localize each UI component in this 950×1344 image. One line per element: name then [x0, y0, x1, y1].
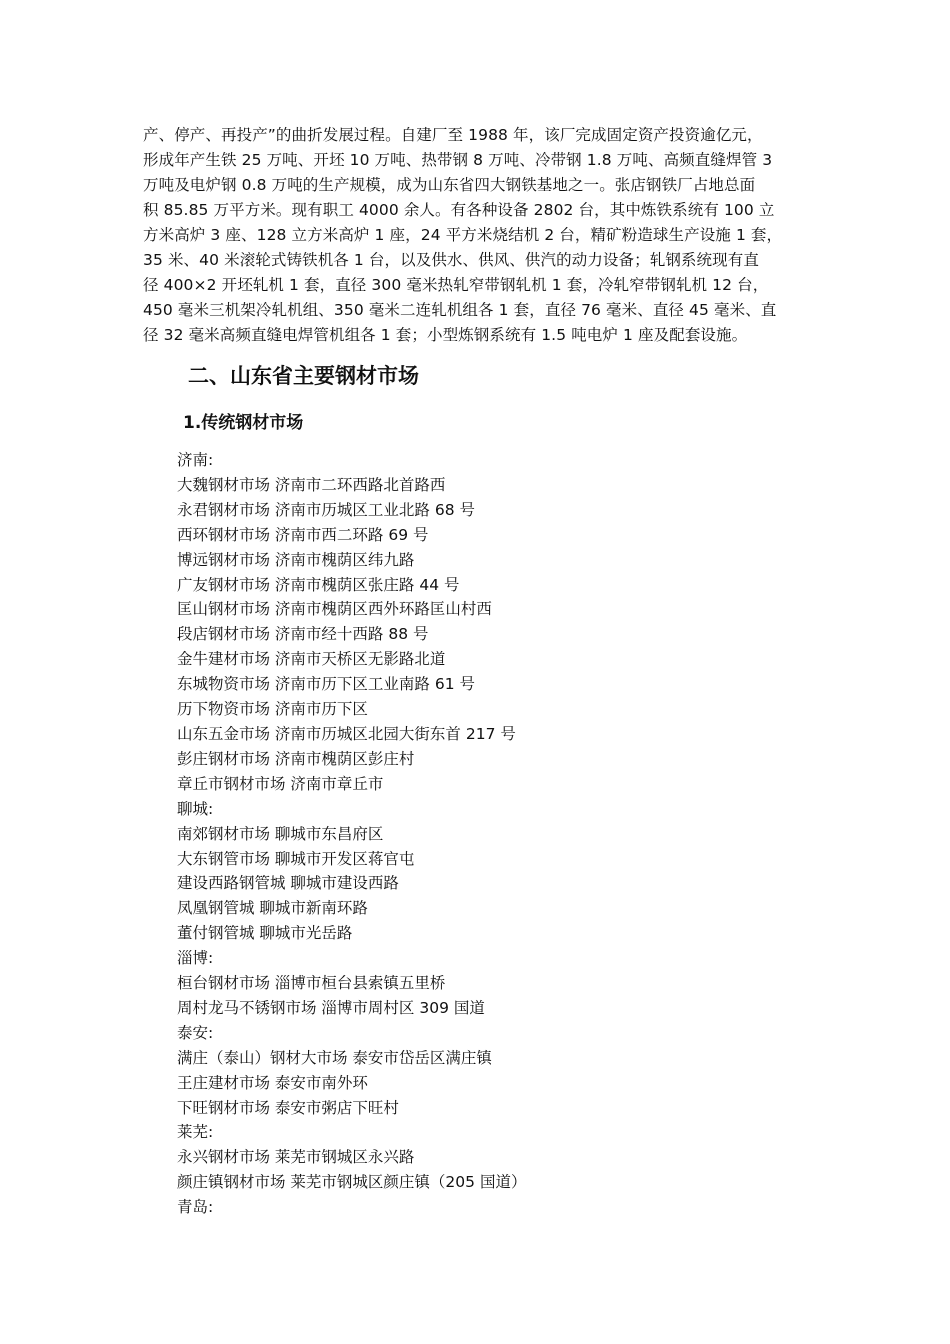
intro-line: 产、停产、再投产”的曲折发展过程。自建厂至 1988 年，该厂完成固定资产投资逾亿元， — [143, 126, 763, 144]
market-entry: 下旺钢材市场 泰安市粥店下旺村 — [177, 1098, 399, 1117]
region-label: 聊城: — [177, 799, 214, 818]
intro-line: 径 400×2 开坯轧机 1 套，直径 300 毫米热轧窄带钢轧机 1 套，冷轧窄带钢轧机 12 台， — [143, 276, 769, 294]
intro-line: 形成年产生铁 25 万吨、开坯 10 万吨、热带钢 8 万吨、冷带钢 1.8 万吨、高频直缝焊管 3 — [143, 151, 773, 169]
market-list — [177, 448, 777, 1220]
market-entry: 广友钢材市场 济南市槐荫区张庄路 44 号 — [177, 575, 460, 594]
market-entry: 段店钢材市场 济南市经十西路 88 号 — [177, 625, 429, 644]
section-heading: 二、山东省主要钢材市场 — [188, 364, 419, 388]
market-entry: 董付钢管城 聊城市光岳路 — [177, 924, 353, 943]
market-entry: 桓台钢材市场 淄博市桓台县索镇五里桥 — [177, 974, 446, 993]
market-entry: 历下物资市场 济南市历下区 — [177, 700, 368, 719]
market-entry: 彭庄钢材市场 济南市槐荫区彭庄村 — [177, 749, 415, 768]
market-entry: 博远钢材市场 济南市槐荫区纬九路 — [177, 550, 415, 569]
intro-line: 方米高炉 3 座、128 立方米高炉 1 座，24 平方米烧结机 2 台，精矿粉造球生产设施 1 套， — [143, 226, 783, 244]
market-entry: 永兴钢材市场 莱芜市钢城区永兴路 — [177, 1148, 415, 1167]
intro-line: 万吨及电炉钢 0.8 万吨的生产规模，成为山东省四大钢铁基地之一。张店钢铁厂占地总面 — [143, 176, 756, 194]
intro-paragraph — [143, 123, 813, 348]
market-entry: 满庄（泰山）钢材大市场 泰安市岱岳区满庄镇 — [177, 1048, 492, 1067]
intro-line: 450 毫米三机架冷轧机组、350 毫米二连轧机组各 1 套，直径 76 毫米、直径 45 毫米、直 — [143, 301, 777, 319]
market-entry: 周村龙马不锈钢市场 淄博市周村区 309 国道 — [177, 998, 485, 1017]
market-entry: 颜庄镇钢材市场 莱芜市钢城区颜庄镇（205 国道） — [177, 1173, 527, 1192]
market-entry: 建设西路钢管城 聊城市建设西路 — [177, 874, 399, 893]
market-entry: 匡山钢材市场 济南市槐荫区西外环路匡山村西 — [177, 600, 492, 619]
market-entry: 永君钢材市场 济南市历城区工业北路 68 号 — [177, 500, 476, 519]
intro-line: 径 32 毫米高频直缝电焊管机组各 1 套；小型炼钢系统有 1.5 吨电炉 1 座及配套设施。 — [143, 326, 748, 344]
sub-heading: 1.传统钢材市场 — [183, 413, 304, 433]
market-entry: 大魏钢材市场 济南市二环西路北首路西 — [177, 475, 446, 494]
market-entry: 大东钢管市场 聊城市开发区蒋官屯 — [177, 849, 415, 868]
region-label: 莱芜: — [177, 1123, 214, 1142]
intro-line: 积 85.85 万平方米。现有职工 4000 余人。有各种设备 2802 台，其中炼铁系统有 100 立 — [143, 201, 775, 219]
market-entry: 南郊钢材市场 聊城市东昌府区 — [177, 824, 384, 843]
region-label: 泰安: — [177, 1023, 214, 1042]
region-label: 青岛: — [177, 1198, 214, 1217]
region-label: 淄博: — [177, 949, 214, 968]
intro-line: 35 米、40 米滚轮式铸铁机各 1 台，以及供水、供风、供汽的动力设备；轧钢系统现有直 — [143, 251, 759, 269]
market-entry: 西环钢材市场 济南市西二环路 69 号 — [177, 525, 429, 544]
market-entry: 章丘市钢材市场 济南市章丘市 — [177, 774, 384, 793]
market-entry: 王庄建材市场 泰安市南外环 — [177, 1073, 368, 1092]
market-entry: 凤凰钢管城 聊城市新南环路 — [177, 899, 368, 918]
region-label: 济南: — [177, 451, 214, 469]
market-entry: 山东五金市场 济南市历城区北园大街东首 217 号 — [177, 724, 516, 743]
market-entry: 金牛建材市场 济南市天桥区无影路北道 — [177, 650, 446, 669]
market-entry: 东城物资市场 济南市历下区工业南路 61 号 — [177, 675, 476, 694]
